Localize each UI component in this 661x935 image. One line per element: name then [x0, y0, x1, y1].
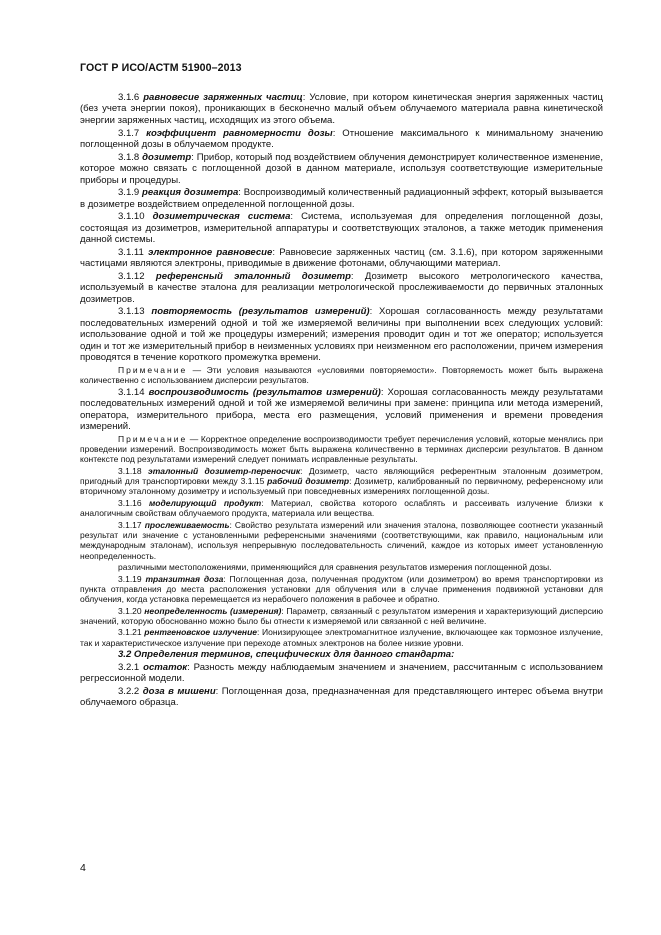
definition-text: : Дозиметр, часто являющийся референтным эталонным дозиметром, пригодный для транспортировки между 3.1.15 — [80, 465, 603, 487]
term-name: рентгеновское излучение — [144, 627, 257, 638]
definition-text: : Поглощенная доза, полученная продуктом (или дозиметром) во время транспортировки из пункта отправления до места расположения установки для облучения или в случае применения подвижной установки для облучения, когда установка перемещается из нерабочего положения в рабочее и обратно. — [80, 573, 603, 605]
definition-text: : Ионизирующее электромагнитное излучение, включающее как тормозное излучение, так и характеристическое излучение при переходе атомных электронов на более низкие уровни. — [80, 627, 603, 648]
clause-number: 3.1.14 — [118, 386, 145, 398]
definition-paragraph — [80, 627, 603, 648]
term-name: неопределенность (измерения) — [144, 605, 282, 616]
term-name: дозиметр — [142, 151, 192, 163]
term-name: рабочий дозиметр — [267, 476, 350, 487]
paragraph-text: различными местоположениями, применяющийся для сравнения результатов измерения поглощенной дозы. — [118, 562, 552, 573]
term-name: транзитная доза — [145, 573, 224, 584]
note-text: — Эти условия называются «условиями повторяемости». Повторяемость может быть выражена количественно с использованием дисперсии результатов. — [80, 364, 603, 386]
note-paragraph — [80, 434, 603, 465]
clause-number: 3.1.9 — [118, 187, 140, 199]
definition-text: : Условие, при котором кинетическая энергия заряженных частиц (без учета энергии покоя), проникающих в бесконечно малый объем облучаемого материала равна кинетической энергии заряженных частиц, исходящих из этого объема. — [80, 92, 604, 126]
clause-number: 3.2.2 — [118, 685, 140, 697]
definition-paragraph — [80, 466, 603, 497]
definition-text: : Параметр, связанный с результатом измерения и характеризующий дисперсию значений, которую обоснованно можно было бы отнести к измеряемой или связанной с ней величине. — [80, 605, 603, 626]
term-name: остаток — [143, 661, 188, 673]
clause-number: 3.1.13 — [118, 306, 145, 318]
term-name: референсный эталонный дозиметр — [155, 270, 351, 282]
term-name: прослеживаемость — [144, 519, 230, 530]
clause-number: 3.2.1 — [118, 661, 140, 673]
clause-number: 3.1.12 — [118, 270, 145, 282]
term-name: повторяемость (результатов измерений) — [151, 306, 370, 318]
clause-number: 3.1.19 — [118, 573, 142, 584]
clause-number: 3.1.6 — [118, 92, 140, 103]
clause-number: 3.1.10 — [118, 211, 145, 223]
definition-paragraph — [80, 686, 603, 709]
definition-paragraph — [80, 574, 603, 605]
clause-number: 3.1.16 — [118, 497, 142, 508]
definition-paragraph — [80, 498, 603, 519]
definition-paragraph — [80, 662, 603, 685]
definition-text: : Разность между наблюдаемым значением и значением, рассчитанным с использованием регрессионной модели. — [80, 661, 603, 685]
definition-text: : Дозиметр, калиброванный по первичному, референсному или вторичному эталонному дозиметру и используемый при повседневных измерениях поглощенной дозы. — [80, 476, 603, 497]
clause-number: 3.1.7 — [118, 127, 140, 139]
term-name: равновесие заряженных частиц — [143, 92, 303, 103]
clause-number: 3.1.21 — [118, 627, 142, 638]
section-title: 3.2 Определения терминов, специфических для данного стандарта: — [118, 649, 455, 661]
definition-text: : Хорошая согласованность между результатами последовательных измерений одной и той же измеряемой величины при замене: принципа или метода измерений, оператора, измерительного прибора, места его размещения, условий применения и времени проведения измерений. — [80, 386, 604, 433]
term-name: доза в мишени — [142, 685, 216, 697]
definition-text: : Система, используемая для определения поглощенной дозы, состоящая из дозиметров, измерительной аппаратуры и соответствующих эталонов, а также методик применения данной системы. — [80, 211, 604, 246]
definition-text: : Отношение максимального к минимальному значению поглощенной дозы в облучаемом продукте. — [80, 127, 604, 150]
clause-number: 3.1.17 — [118, 519, 142, 530]
definition-paragraph — [80, 211, 603, 245]
definition-text: : Материал, свойства которого ослаблять и рассеивать излучение близки к аналогичным свойствам облучаемого продукта, материала или вещества. — [80, 497, 603, 519]
clause-number: 3.1.11 — [118, 246, 144, 258]
note-label: Примечание — [118, 364, 188, 375]
definition-paragraph — [80, 387, 603, 433]
definition-paragraph — [80, 306, 603, 363]
definition-text: : Свойство результата измерений или значения эталона, позволяющее соотнести указанный результат или значение с установленными референсными значениями (соответствующими, как правило, национальным или международным эталонам), используя непрерывную последовательность сличений, каждое из которых имеет установленную неопределенность. — [80, 519, 603, 561]
definition-paragraph — [80, 562, 603, 572]
definition-paragraph — [80, 520, 603, 561]
document-header: ГОСТ Р ИСО/АСТМ 51900–2013 — [80, 62, 242, 74]
clause-number: 3.1.18 — [118, 465, 142, 476]
term-name: реакция дозиметра — [142, 187, 239, 199]
definition-text: : Хорошая согласованность между результатами последовательных измерений одной и той же измеряемой величины при выполнении всех следующих условий: использование одной и той же процедуры измерений; измерения проводит один и тот же оператор; используется один и тот же измерительный прибор в неизменных условиях при неизменном его расположении, причем измерения проводятся в течение короткого промежутка времени. — [80, 306, 603, 364]
clause-number: 3.1.8 — [118, 151, 140, 163]
definition-paragraph — [80, 152, 603, 186]
definition-paragraph — [80, 92, 603, 126]
definition-text: : Прибор, который под воздействием облучения демонстрирует количественное изменение, которое можно связать с поглощенной дозой в данном материале, используя соответствующие измерительные приборы и процедуры. — [80, 151, 604, 186]
term-name: коэффициент равномерности дозы — [146, 127, 333, 139]
note-label: Примечание — [118, 433, 188, 444]
definition-text: : Поглощенная доза, предназначенная для представляющего интерес объема внутри облучаемого образца. — [80, 685, 603, 709]
section-heading — [80, 649, 603, 660]
definition-text: : Воспроизводимый количественный радиационный эффект, который вызывается в дозиметре воздействием определенной поглощенной дозы. — [80, 187, 604, 210]
term-name: электронное равновесие — [148, 246, 273, 258]
definition-paragraph — [80, 187, 603, 210]
note-paragraph — [80, 365, 603, 386]
term-name: моделирующий продукт — [149, 497, 262, 508]
document-body — [80, 92, 603, 709]
definition-paragraph — [80, 128, 603, 151]
note-text: — Корректное определение воспроизводимости требует перечисления условий, которые менялись при проведении измерений. Воспроизводимость может быть выражена количественно в терминах дисперсии результатов. В данном контексте под результатами измерений следует понимать исправленные результаты. — [80, 433, 603, 465]
definition-paragraph — [80, 247, 603, 270]
definition-paragraph — [80, 271, 603, 305]
definition-text: : Дозиметр высокого метрологического качества, используемый в качестве эталона для реализации метрологической прослеживаемости до первичных эталонных дозиметров. — [80, 270, 604, 305]
term-name: дозиметрическая система — [152, 211, 291, 223]
term-name: эталонный дозиметр-переносчик — [148, 465, 301, 476]
page-number: 4 — [80, 862, 86, 874]
term-name: воспроизводимость (результатов измерений) — [148, 386, 381, 398]
clause-number: 3.1.20 — [118, 605, 142, 616]
definition-text: : Равновесие заряженных частиц (см. 3.1.6), при котором заряженными частицами являются электроны, приводимые в движение фотонами, облучающими материал. — [80, 246, 604, 270]
definition-paragraph — [80, 606, 603, 627]
